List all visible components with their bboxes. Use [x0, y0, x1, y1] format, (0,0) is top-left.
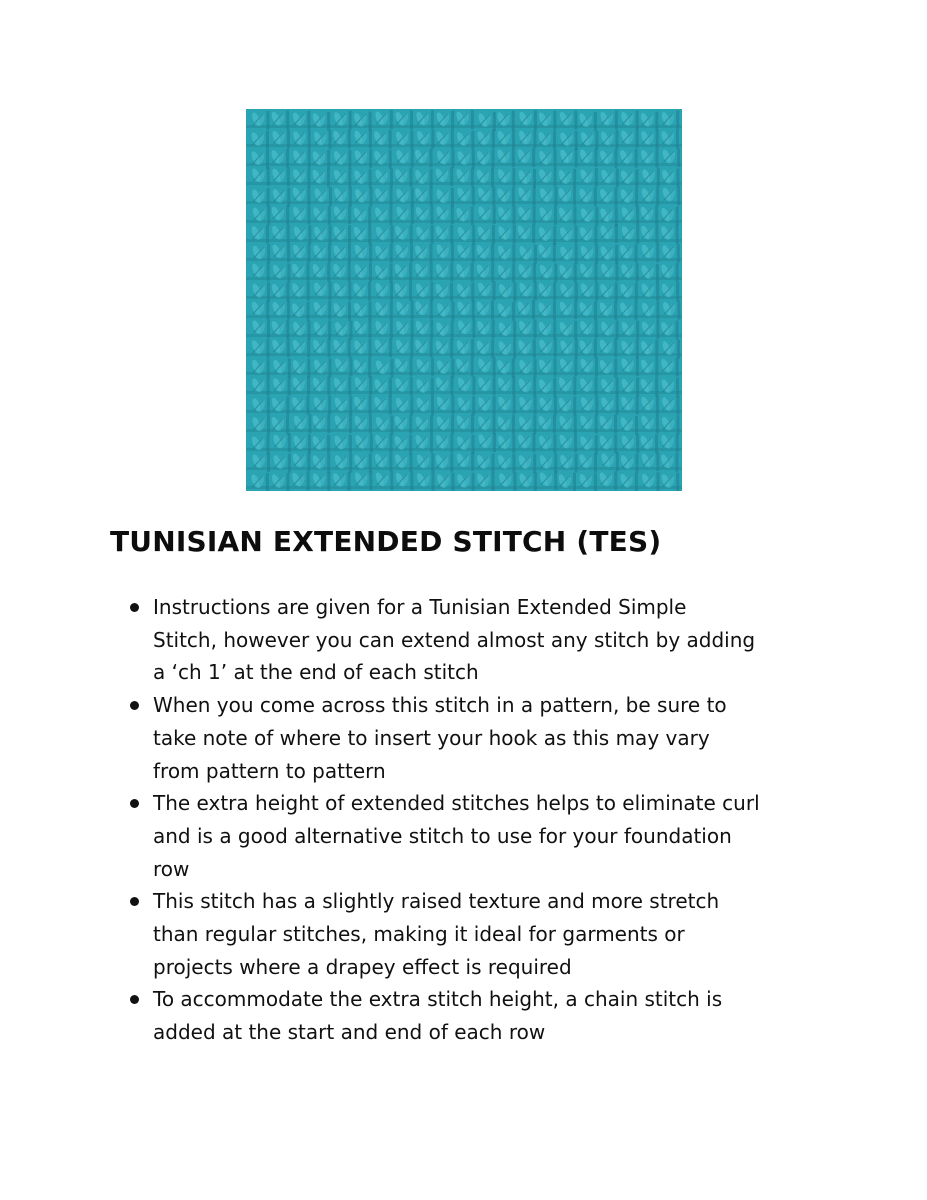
bullet-text-line: a ‘ch 1’ at the end of each stitch — [153, 660, 479, 685]
bullet-item — [153, 885, 833, 983]
bullet-text-line: row — [153, 856, 190, 881]
bullet-text-line: from pattern to pattern — [153, 758, 386, 783]
bullet-text-line: Instructions are given for a Tunisian Extended Simple — [153, 595, 687, 619]
bullet-text-line: than regular stitches, making it ideal for garments or — [153, 922, 685, 947]
bullet-dot-icon — [130, 701, 139, 710]
bullet-item — [153, 591, 833, 689]
bullet-dot-icon — [130, 799, 139, 808]
bullet-text-line: This stitch has a slightly raised texture and more stretch — [153, 889, 720, 914]
bullet-text-line: Stitch, however you can extend almost any stitch by adding — [153, 627, 756, 652]
bullet-text-line: When you come across this stitch in a pattern, be sure to — [153, 693, 727, 718]
bullet-dot-icon — [130, 603, 139, 612]
bullet-item — [153, 983, 833, 1048]
bullet-text-line: and is a good alternative stitch to use for your foundation — [153, 823, 732, 848]
bullet-text-line: To accommodate the extra stitch height, a chain stitch is — [153, 987, 723, 1012]
bullet-text-line: take note of where to insert your hook as this may vary — [153, 725, 710, 750]
bullet-list — [153, 591, 833, 1049]
bullet-item — [153, 787, 833, 885]
bullet-dot-icon — [130, 995, 139, 1004]
bullet-text-line: The extra height of extended stitches helps to eliminate curl — [153, 791, 760, 816]
stitch-swatch-image — [246, 109, 682, 491]
bullet-dot-icon — [130, 897, 139, 906]
bullet-item — [153, 689, 833, 787]
bullet-text-line: projects where a drapey effect is required — [153, 954, 572, 979]
page-title: TUNISIAN EXTENDED STITCH (TES) — [110, 525, 662, 558]
bullet-text-line: added at the start and end of each row — [153, 1020, 546, 1045]
